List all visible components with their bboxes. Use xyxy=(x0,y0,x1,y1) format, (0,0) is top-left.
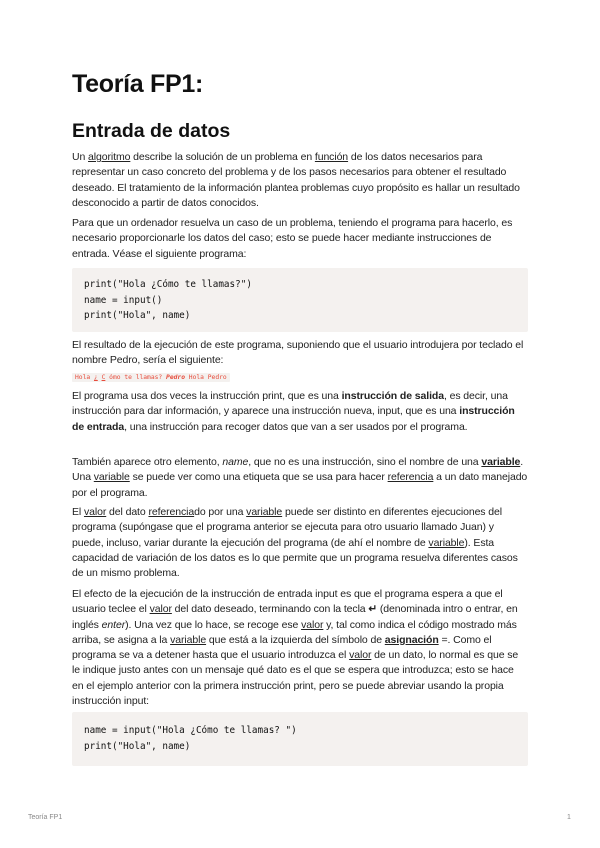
page-number: 1 xyxy=(567,814,571,821)
link-valor[interactable]: valor xyxy=(301,618,324,631)
link-valor[interactable]: valor xyxy=(83,506,107,518)
paragraph-3: El resultado de la ejecución de este programa, suponiendo que el usuario introdujera por teclado el nombre Pedro, sería el siguiente: xyxy=(72,339,524,367)
code-line: print("Hola", name) xyxy=(84,310,191,321)
footer-title: Teoría FP1 xyxy=(28,814,63,821)
paragraph-1: Un algoritmo describe la solución de un problema en función de los datos necesarios para representar un caso concreto del problema y de los pasos necesarios para obtener el resultado deseado. El tratamiento de la información plantea problemas cuyo propósito es hallar un resultado desconocido a partir de datos conocidos. xyxy=(72,151,520,209)
page-title: Teoría FP1: xyxy=(72,70,203,98)
link-referencia[interactable]: referencia xyxy=(148,506,195,518)
link-variable[interactable]: variable xyxy=(93,471,130,484)
link-referencia[interactable]: referencia xyxy=(387,471,434,484)
link-valor[interactable]: valor xyxy=(349,649,372,662)
paragraph-5: También aparece otro elemento, name, que no es una instrucción, sino el nombre de una variable. Una variable se puede ver como una etiqueta que se usa para hacer referencia a un dato manejado por el programa. xyxy=(72,456,528,499)
paragraph-6: El valor del dato referenciado por una variable puede ser distinto en diferentes ejecuciones del programa (supóngase que el programa anterior se ejecuta para otro usuario llamado Juan) y puede, incluso, variar durante la ejecución del programa (de ahí el nombre de variable). Esta capacidad de variación de los datos es lo que permite que un programa resuelva diferentes casos de un mismo problema. xyxy=(72,506,518,580)
code-line: name = input() xyxy=(84,294,163,306)
code-line: name = input("Hola ¿Cómo te llamas? ") xyxy=(84,725,297,736)
link-variable[interactable]: variable xyxy=(170,633,207,646)
link-asignacion[interactable]: asignación xyxy=(384,633,439,646)
link-funcion[interactable]: función xyxy=(314,151,349,163)
link-variable[interactable]: variable xyxy=(428,536,465,549)
link-valor[interactable]: valor xyxy=(149,603,172,616)
code-block-1 xyxy=(72,268,528,332)
link-algoritmo[interactable]: algoritmo xyxy=(88,151,131,163)
paragraph-7: El efecto de la ejecución de la instrucción de entrada input es que el programa espera a que el usuario teclee el valor del dato deseado, terminando con la tecla ↵ (denominada intro o entrar, en inglés enter). Una vez que lo hace, se recoge ese valor y, tal como indica el código mostrado más arriba, se asigna a la variable que está a la izquierda del símbolo de asignación =. Como el programa se va a detener hasta que el usuario introduzca el valor de un dato, lo normal es que se le indique justo antes con un mensaje qué dato es el que se espera que introduzca; esto se hace en el ejemplo anterior con la primera instrucción print, pero se puede abreviar usando la propia instrucción input: xyxy=(72,588,519,708)
paragraph-2: Para que un ordenador resuelva un caso de un problema, teniendo el programa para hacerlo, es necesario proporcionarle los datos del caso; esto se puede hacer mediante instrucciones de entrada. Véase el siguiente programa: xyxy=(72,217,513,260)
link-variable[interactable]: variable xyxy=(481,456,521,468)
enter-key-icon: ↵ xyxy=(368,603,378,616)
section-title: Entrada de datos xyxy=(72,120,231,142)
code-block-2 xyxy=(72,712,528,766)
code-line: print("Hola ¿Cómo te llamas?") xyxy=(84,279,252,290)
program-output: Hola ¿ C ómo te llamas? Pedro Hola Pedro xyxy=(72,373,230,382)
code-line: print("Hola", name) xyxy=(84,740,191,752)
link-variable[interactable]: variable xyxy=(246,506,283,518)
paragraph-4: El programa usa dos veces la instrucción print, que es una instrucción de salida, es decir, una instrucción para dar información, y aparece una instrucción nueva, input, que es una instrucción de entrada, una instrucción para recoger datos que van a ser usados por el programa. xyxy=(72,390,515,433)
